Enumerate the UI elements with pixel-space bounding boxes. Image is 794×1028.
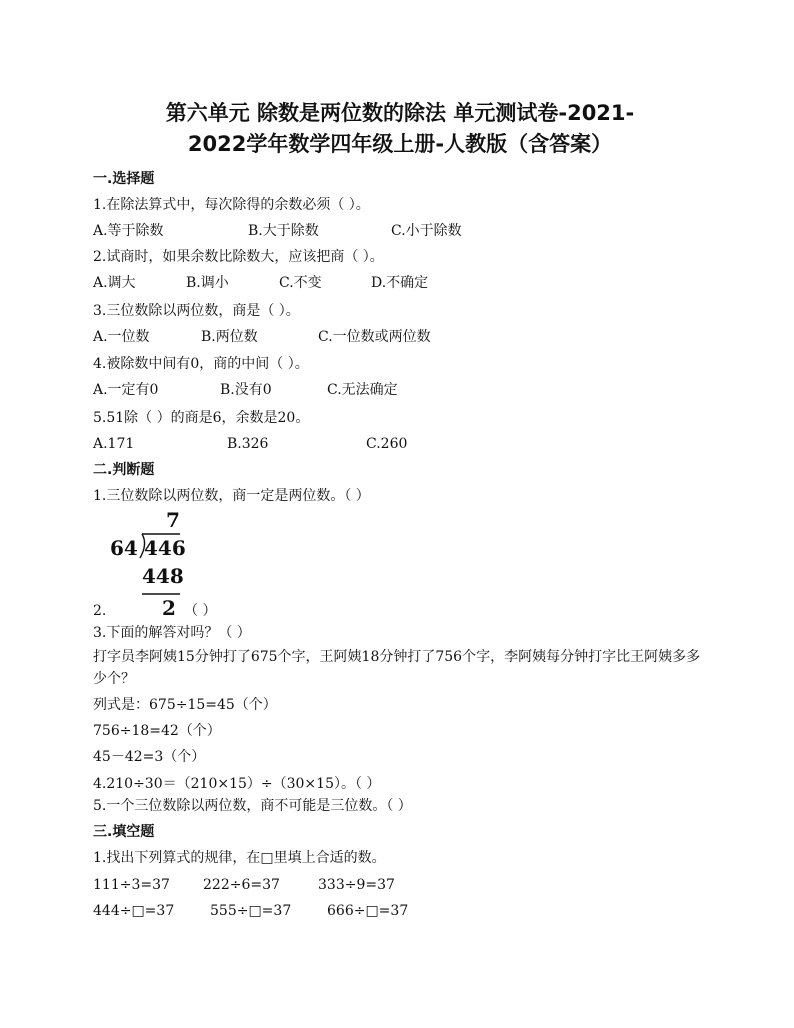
choice-q2-option-b: B.调小 bbox=[186, 275, 229, 291]
division-divisor: 64 bbox=[110, 536, 138, 560]
fill-row1-expr-2: 222÷6=37 bbox=[203, 877, 280, 893]
fill-row2-expr-1: 444÷□=37 bbox=[93, 903, 175, 919]
fill-row1-expr-3: 333÷9=37 bbox=[318, 877, 395, 893]
division-remainder: 2 bbox=[162, 596, 176, 620]
fill-row2-expr-3: 666÷□=37 bbox=[327, 903, 409, 919]
division-quotient: 7 bbox=[166, 508, 180, 532]
judgment-q3-step-2: 756÷18=42（个） bbox=[93, 723, 221, 739]
choice-question-3: 3.三位数除以两位数，商是（ ）。 bbox=[93, 303, 300, 319]
judgment-question-2-answer: （ ） bbox=[184, 603, 217, 619]
section-heading-judgment: 二.判断题 bbox=[93, 462, 155, 478]
choice-question-4: 4.被除数中间有0，商的中间（ ）。 bbox=[93, 356, 309, 372]
choice-q1-option-b: B.大于除数 bbox=[248, 223, 319, 239]
choice-q5-option-a: A.171 bbox=[93, 436, 135, 452]
choice-q2-option-a: A.调大 bbox=[93, 275, 136, 291]
division-dividend: 446 bbox=[144, 536, 186, 560]
fill-row2-expr-2: 555÷□=37 bbox=[210, 903, 292, 919]
choice-q1-option-a: A.等于除数 bbox=[93, 223, 164, 239]
judgment-q3-problem: 打字员李阿姨15分钟打了675个字，王阿姨18分钟打了756个字，李阿姨每分钟打字比王阿姨多多少个？ bbox=[93, 649, 701, 687]
choice-q5-option-b: B.326 bbox=[227, 436, 269, 452]
title-line-2: 2022学年数学四年级上册-人教版（含答案） bbox=[187, 132, 613, 156]
choice-q5-option-c: C.260 bbox=[366, 436, 408, 452]
judgment-question-2-number: 2. bbox=[93, 603, 107, 619]
choice-q3-option-a: A.一位数 bbox=[93, 329, 150, 345]
judgment-q3-step-1: 列式是：675÷15=45（个） bbox=[93, 697, 277, 713]
fill-question-1: 1.找出下列算式的规律，在□里填上合适的数。 bbox=[93, 850, 386, 866]
choice-q1-option-c: C.小于除数 bbox=[391, 223, 462, 239]
judgment-question-1: 1.三位数除以两位数，商一定是两位数。（ ） bbox=[93, 488, 370, 504]
title-line-1: 第六单元 除数是两位数的除法 单元测试卷-2021- bbox=[165, 101, 635, 125]
choice-q2-option-c: C.不变 bbox=[279, 275, 322, 291]
choice-q3-option-c: C.一位数或两位数 bbox=[318, 329, 431, 345]
choice-q4-option-c: C.无法确定 bbox=[327, 382, 398, 398]
document-title bbox=[100, 98, 700, 160]
choice-question-5: 5.51除（ ）的商是6，余数是20。 bbox=[93, 410, 310, 426]
judgment-question-3: 3.下面的解答对吗？（ ） bbox=[93, 625, 251, 641]
choice-question-2: 2.试商时，如果余数比除数大，应该把商（ ）。 bbox=[93, 249, 384, 265]
choice-q4-option-b: B.没有0 bbox=[220, 382, 272, 398]
judgment-question-4: 4.210÷30＝（210×15）÷（30×15）。（ ） bbox=[93, 776, 381, 792]
choice-question-1: 1.在除法算式中，每次除得的余数必须（ ）。 bbox=[93, 197, 370, 213]
judgment-q3-step-3: 45－42=3（个） bbox=[93, 749, 206, 765]
division-product: 448 bbox=[142, 564, 184, 588]
fill-row1-expr-1: 111÷3=37 bbox=[93, 877, 170, 893]
judgment-question-5: 5.一个三位数除以两位数，商不可能是三位数。（ ） bbox=[93, 798, 412, 814]
choice-q2-option-d: D.不确定 bbox=[371, 275, 429, 291]
choice-q3-option-b: B.两位数 bbox=[201, 329, 258, 345]
choice-q4-option-a: A.一定有0 bbox=[93, 382, 159, 398]
section-heading-fill: 三.填空题 bbox=[93, 824, 155, 840]
section-heading-choice: 一.选择题 bbox=[93, 171, 155, 187]
long-division-figure bbox=[108, 508, 188, 626]
